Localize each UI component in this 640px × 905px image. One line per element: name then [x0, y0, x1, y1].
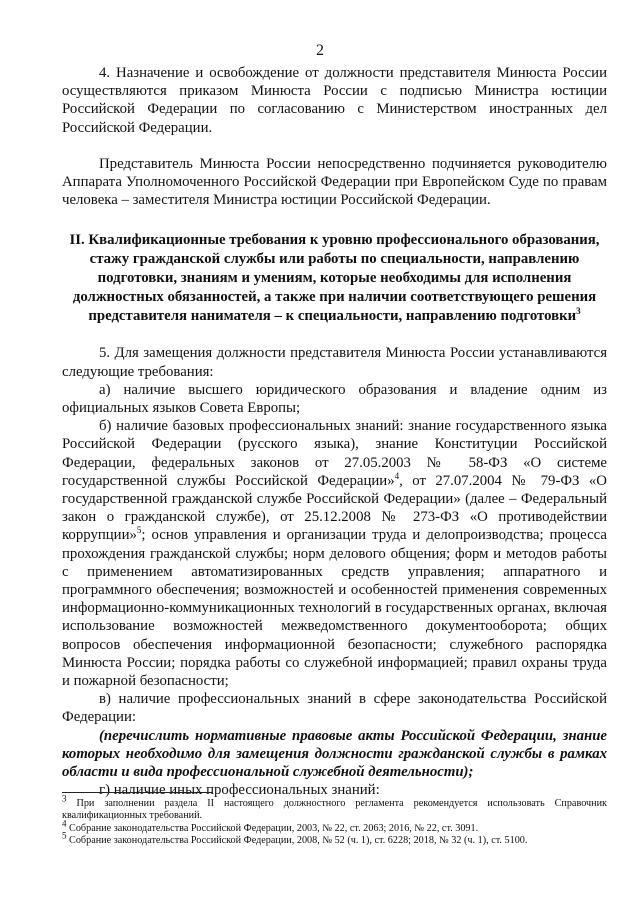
footnote-ref-4: 4 [394, 470, 400, 481]
footnote-4 [62, 818, 607, 835]
footnote-ref-3: 3 [576, 306, 581, 317]
footnote-5-text: Собрание законодательства Российской Федерации, 2008, № 52 (ч. 1), ст. 6228; 2018, № 32 (ч. 1), ст. 5100. [66, 835, 528, 847]
requirement-b-part2: , от 27.07.2004 № 79-ФЗ «О государственной гражданской службе Российской Федерации» (далее – Федеральный закон о гражданской службе), от 25.12.2008 № 273-ФЗ «О противодействии коррупции» [62, 472, 607, 544]
footnote-3 [62, 793, 607, 823]
footnote-3-text: При заполнении раздела II настоящего должностного регламента рекомендуется использовать Справочник квалификационных требований. [62, 798, 607, 822]
requirement-b-part3: ; основ управления и организации труда и делопроизводства; процесса прохождения гражданской службы; норм делового общения; форм и методов работы с применением автоматизированных средств управления; аппаратного и программного обеспечения; возможностей и особенностей применения современных информационно-коммуникационных технологий в государственных органах, включая использование возможностей межведомственного документооборота; общих вопросов обеспечения информационной безопасности; служебного распорядка Минюста России; порядка работы со служебной информацией; правил охраны труда и пожарной безопасности; [62, 527, 607, 690]
paragraph-4-subordination: Представитель Минюста России непосредственно подчиняется руководителю Аппарата Уполномоченного Российской Федерации при Европейском Суде по правам человека – заместителя Министра юстиции Российской Федерации. [62, 155, 607, 209]
requirement-b-part1: б) наличие базовых профессиональных знаний: знание государственного языка Российской Федерации (русского языка), знание Конституции Российской Федерации, федеральных законов от 27.05.2003 № 58-ФЗ «О системе государственной службы Российской Федерации» [62, 418, 607, 489]
requirement-b [62, 417, 607, 690]
paragraph-5: 5. Для замещения должности представителя Минюста России устанавливаются следующие требования: [62, 345, 607, 380]
footnotes [62, 793, 607, 848]
requirement-v: в) наличие профессиональных знаний в сфере законодательства Российской Федерации: [62, 691, 607, 726]
footnote-3-number: 3 [62, 793, 67, 804]
footnote-ref-5: 5 [136, 525, 142, 536]
section-heading-text: II. Квалификационные требования к уровню профессионального образования, стажу гражданской службы или работы по специальности, направлению подготовки, знаниям и умениям, которые необходимы для исполнения должностных обязанностей, а также при наличии соответствующего решения представителя нанимателя – к специальности, направлению подготовки [69, 232, 600, 325]
section-heading [62, 231, 607, 326]
footnote-5-number: 5 [62, 830, 67, 841]
page-number: 2 [316, 42, 324, 59]
footnote-5 [62, 830, 607, 847]
footnote-4-text: Собрание законодательства Российской Федерации, 2003, № 22, ст. 2063; 2016, № 22, ст. 3091. [66, 822, 479, 834]
requirement-a: а) наличие высшего юридического образования и владение одним из официальных языков Совета Европы; [62, 381, 607, 417]
footnote-divider [62, 792, 212, 793]
requirement-v-instruction: (перечислить нормативные правовые акты Российской Федерации, знание которых необходимо для замещения должности гражданской службы в рамках области и вида профессиональной служебной деятельности); [62, 727, 607, 781]
footnote-4-number: 4 [62, 818, 67, 829]
document-body [62, 64, 607, 800]
requirement-g: г) наличие иных профессиональных знаний: [99, 782, 380, 799]
paragraph-4: 4. Назначение и освобождение от должности представителя Минюста России осуществляются приказом Минюста России с подписью Министра юстиции Российской Федерации по согласованию с Министерством иностранных дел Российской Федерации. [62, 65, 607, 136]
